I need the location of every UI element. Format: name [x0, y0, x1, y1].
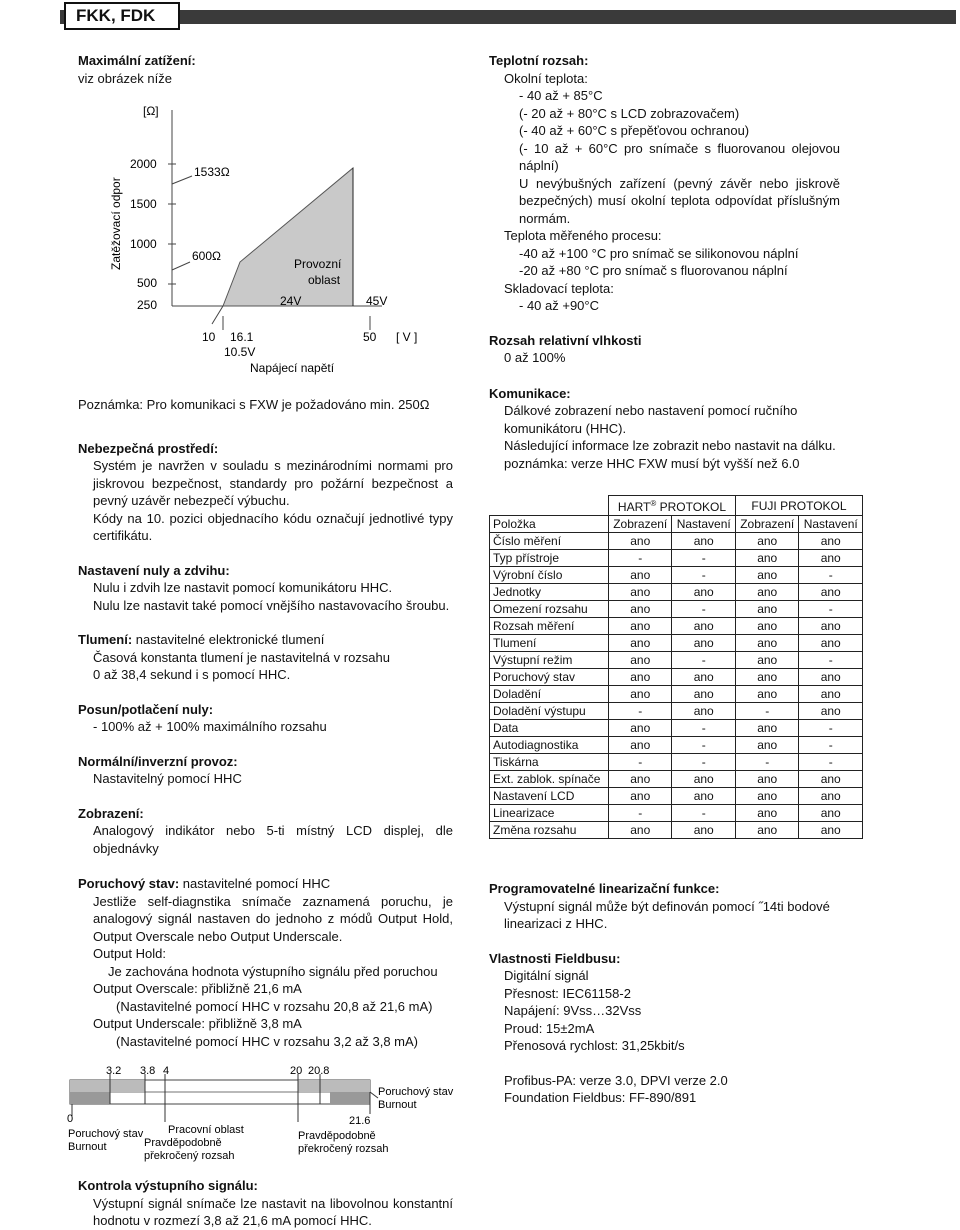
fill-underscale	[70, 1080, 145, 1092]
hazard-text-2: Kódy na 10. pozici objednacího kódu označují jednotlivé typy certifikátu.	[93, 510, 453, 543]
protocol-item-name: Číslo měření	[490, 533, 609, 550]
display-section	[78, 805, 453, 858]
protocol-cell: ano	[799, 703, 863, 720]
protocol-cell: ano	[735, 550, 798, 567]
protocol-row	[490, 584, 863, 601]
fault-title: Poruchový stav:	[78, 876, 180, 891]
protocol-cell: -	[799, 754, 863, 771]
hazard-title: Nebezpečná prostředí:	[78, 440, 219, 456]
max-load-section	[78, 52, 453, 87]
protocol-row	[490, 686, 863, 703]
protocol-cell: ano	[609, 652, 672, 669]
display-line1: Analogový indikátor nebo 5-ti místný LCD displej, dle objednávky	[93, 823, 453, 856]
protocol-item-name: Změna rozsahu	[490, 822, 609, 839]
protocol-cell: ano	[799, 584, 863, 601]
protocol-cell: -	[799, 567, 863, 584]
protocol-row	[490, 720, 863, 737]
region-label-line1: Provozní	[294, 257, 342, 271]
x-axis-label: Napájecí napětí	[250, 361, 335, 375]
linearization-title: Programovatelné linearizační funkce:	[489, 881, 720, 896]
protocol-row	[490, 788, 863, 805]
fieldbus-section	[489, 950, 840, 1107]
protocol-cell: ano	[735, 584, 798, 601]
fuji-protocol-header: FUJI PROTOKOL	[735, 496, 862, 516]
protocol-item-name: Typ přístroje	[490, 550, 609, 567]
signal-range-diagram	[60, 1062, 480, 1172]
y-tick-250: 250	[137, 298, 158, 312]
protocol-item-name: Výstupní režim	[490, 652, 609, 669]
protocol-cell: ano	[735, 771, 798, 788]
prob-over-left-1: Pravděpodobně	[144, 1137, 222, 1149]
working-area-label: Pracovní oblast	[168, 1124, 244, 1136]
protocol-cell: ano	[609, 618, 672, 635]
comm-line1: Dálkové zobrazení nebo nastavení pomocí ručního komunikátoru (HHC).	[504, 403, 798, 436]
protocol-cell: -	[672, 652, 735, 669]
protocol-cell: ano	[799, 822, 863, 839]
x-tick-50: 50	[363, 330, 377, 344]
protocol-row	[490, 550, 863, 567]
tick-20-8: 20.8	[308, 1065, 330, 1077]
protocol-table-body	[490, 533, 863, 839]
x-tick-10: 10	[202, 330, 216, 344]
comm-line2: Následující informace lze zobrazit nebo nastavit na dálku.	[504, 438, 836, 453]
protocol-row	[490, 635, 863, 652]
protocol-cell: ano	[799, 669, 863, 686]
damping-line1: Časová konstanta tlumení je nastavitelná v rozsahu	[93, 649, 391, 665]
fault-line1: Jestliže self-diagnstika snímače zaznamená poruchu, je analogový signál nastaven do jednoho z módů Output Hold, Output Overscale nebo Output Underscale.	[93, 893, 453, 944]
protocol-cell: -	[609, 550, 672, 567]
protocol-cell: ano	[735, 601, 798, 618]
fault-burnout-right-2: Burnout	[378, 1099, 417, 1111]
hart-protocol-header: HART® PROTOKOL	[609, 496, 736, 516]
protocol-cell: ano	[735, 567, 798, 584]
protocol-row	[490, 601, 863, 618]
damping-title: Tlumení:	[78, 632, 133, 647]
fault-burnout-left-1: Poruchový stav	[68, 1128, 144, 1140]
fxw-note: Poznámka: Pro komunikaci s FXW je požadováno min. 250Ω	[78, 397, 430, 412]
x-unit-label: [ V ]	[396, 330, 418, 344]
protocol-cell: ano	[672, 703, 735, 720]
protocol-subheader-row	[490, 516, 863, 533]
protocol-cell: ano	[672, 669, 735, 686]
hazard-text: Systém je navržen v souladu s mezinárodními normami pro jiskrovou bezpečnost, standardy pro požární bezpečnost a pevný uzávěr nebezpečí výbuchu.	[93, 458, 453, 508]
column-item-header: Položka	[490, 516, 609, 533]
protocol-item-name: Tiskárna	[490, 754, 609, 771]
annotation-1533-ohm: 1533Ω	[194, 165, 230, 179]
protocol-cell: -	[799, 601, 863, 618]
protocol-cell: ano	[735, 822, 798, 839]
protocol-cell: ano	[735, 652, 798, 669]
protocol-cell: ano	[735, 805, 798, 822]
fill-burnout-high	[330, 1092, 370, 1104]
protocol-item-name: Poruchový stav	[490, 669, 609, 686]
protocol-cell: -	[609, 805, 672, 822]
ambient-line1: - 40 až + 85°C	[519, 88, 603, 103]
fieldbus-line5: Přenosová rychlost: 31,25kbit/s	[504, 1038, 685, 1053]
normal-reverse-line1: Nastavitelný pomocí HHC	[93, 771, 242, 786]
tick-3-8: 3.8	[140, 1065, 156, 1077]
tick-20: 20	[290, 1065, 303, 1077]
linearization-section	[489, 880, 840, 933]
protocol-cell: ano	[609, 635, 672, 652]
protocol-cell: ano	[735, 720, 798, 737]
ambient-label: Okolní teplota:	[504, 70, 588, 86]
protocol-cell: ano	[672, 533, 735, 550]
protocol-row	[490, 737, 863, 754]
zero-span-section	[78, 562, 453, 615]
fieldbus-line4: Proud: 15±2mA	[504, 1020, 595, 1036]
normal-reverse-section	[78, 753, 453, 788]
y-tick-1000: 1000	[130, 237, 157, 251]
y-tick-500: 500	[137, 276, 158, 290]
fieldbus-title: Vlastnosti Fieldbusu:	[489, 950, 621, 966]
y-tick-2000: 2000	[130, 157, 157, 171]
process-line2: -20 až +80 °C pro snímač s fluorovanou náplní	[519, 263, 788, 278]
damping-section	[78, 631, 453, 684]
left-column-body	[78, 396, 453, 1067]
storage-line1: - 40 až +90°C	[519, 298, 599, 313]
protocol-cell: -	[799, 652, 863, 669]
zero-span-line1: Nulu i zdvih lze nastavit pomocí komunikátoru HHC.	[93, 580, 393, 595]
fieldbus-line7: Foundation Fieldbus: FF-890/891	[504, 1090, 697, 1105]
right-column-lower	[489, 880, 840, 1107]
tick-4: 4	[163, 1065, 170, 1077]
protocol-cell: -	[799, 720, 863, 737]
linearization-line1: Výstupní signál může být definován pomocí ˝14ti bodové linearizaci z HHC.	[504, 898, 830, 931]
protocol-cell: -	[735, 703, 798, 720]
protocol-cell: ano	[609, 771, 672, 788]
zero-shift-line1: - 100% až + 100% maximálního rozsahu	[93, 719, 327, 734]
normal-reverse-title: Normální/inverzní provoz:	[78, 753, 238, 769]
humidity-section	[489, 332, 840, 367]
protocol-cell: ano	[672, 618, 735, 635]
protocol-cell: -	[672, 550, 735, 567]
page-title: FKK, FDK	[64, 2, 180, 30]
protocol-cell: -	[609, 703, 672, 720]
protocol-item-name: Jednotky	[490, 584, 609, 601]
protocol-cell: ano	[672, 635, 735, 652]
protocol-row	[490, 567, 863, 584]
protocol-item-name: Výrobní číslo	[490, 567, 609, 584]
protocol-item-name: Rozsah měření	[490, 618, 609, 635]
protocol-cell: ano	[735, 788, 798, 805]
fault-overscale: Output Overscale: přibližně 21,6 mA	[93, 981, 302, 996]
protocol-cell: ano	[799, 686, 863, 703]
protocol-row	[490, 669, 863, 686]
protocol-row	[490, 771, 863, 788]
damping-line2: 0 až 38,4 sekund i s pomocí HHC.	[93, 667, 291, 682]
y-axis-label: Zatěžovací odpor	[109, 177, 123, 270]
output-check-title: Kontrola výstupního signálu:	[78, 1178, 258, 1193]
ambient-line4: (- 10 až + 60°C pro snímače s fluorovanou olejovou náplní)	[519, 140, 840, 173]
column-hart-display: Zobrazení	[609, 516, 672, 533]
protocol-cell: ano	[799, 805, 863, 822]
right-column	[489, 52, 840, 489]
protocol-cell: ano	[609, 686, 672, 703]
zero-shift-section	[78, 701, 453, 736]
zero-span-line2: Nulu lze nastavit také pomocí vnějšího nastavovacího šroubu.	[93, 597, 450, 613]
protocol-cell: -	[672, 737, 735, 754]
fault-underscale-range: (Nastavitelné pomocí HHC v rozsahu 3,2 až 3,8 mA)	[116, 1033, 419, 1049]
protocol-cell: ano	[799, 788, 863, 805]
tick-0: 0	[67, 1113, 74, 1125]
protocol-cell: ano	[609, 567, 672, 584]
fill-burnout-low	[70, 1092, 110, 1104]
protocol-item-name: Autodiagnostika	[490, 737, 609, 754]
protocol-cell: ano	[609, 737, 672, 754]
label-45v: 45V	[366, 294, 388, 308]
display-title: Zobrazení:	[78, 805, 144, 821]
process-label: Teplota měřeného procesu:	[504, 228, 662, 243]
column-hart-setting: Nastavení	[672, 516, 735, 533]
fault-hold-text: Je zachována hodnota výstupního signálu před poruchou	[108, 963, 438, 979]
protocol-cell: ano	[672, 788, 735, 805]
protocol-row	[490, 822, 863, 839]
fault-section	[78, 875, 453, 1050]
process-line1: -40 až +100 °C pro snímač se silikonovou náplní	[519, 245, 799, 261]
humidity-title: Rozsah relativní vlhkosti	[489, 332, 642, 348]
protocol-cell: ano	[799, 533, 863, 550]
protocol-item-name: Doladění	[490, 686, 609, 703]
protocol-cell: -	[672, 720, 735, 737]
column-fuji-display: Zobrazení	[735, 516, 798, 533]
protocol-cell: -	[735, 754, 798, 771]
x-tick-10-5v: 10.5V	[224, 345, 256, 359]
damping-title-rest: nastavitelné elektronické tlumení	[132, 632, 325, 647]
protocol-cell: -	[799, 737, 863, 754]
protocol-cell: ano	[735, 635, 798, 652]
humidity-line1: 0 až 100%	[504, 350, 566, 365]
protocol-cell: -	[672, 601, 735, 618]
protocol-cell: ano	[735, 533, 798, 550]
protocol-item-name: Omezení rozsahu	[490, 601, 609, 618]
prob-over-right-1: Pravděpodobně	[298, 1130, 376, 1142]
left-column	[78, 52, 453, 87]
temp-title: Teplotní rozsah:	[489, 53, 589, 68]
ambient-line2: (- 20 až + 80°C s LCD zobrazovačem)	[519, 105, 740, 121]
temp-section	[489, 52, 840, 315]
protocol-row	[490, 754, 863, 771]
max-load-title: Maximální zatížení:	[78, 53, 196, 68]
protocol-item-name: Ext. zablok. spínače	[490, 771, 609, 788]
ambient-line3: (- 40 až + 60°C s přepěťovou ochranou)	[519, 123, 750, 138]
comm-section	[489, 385, 840, 473]
protocol-cell: ano	[609, 533, 672, 550]
protocol-cell: ano	[672, 686, 735, 703]
prob-over-right-2: překročený rozsah	[298, 1143, 389, 1155]
storage-label: Skladovací teplota:	[504, 280, 614, 296]
protocol-row	[490, 805, 863, 822]
protocol-item-name: Linearizace	[490, 805, 609, 822]
label-24v: 24V	[280, 294, 302, 308]
protocol-cell: -	[672, 754, 735, 771]
protocol-cell: -	[672, 805, 735, 822]
protocol-cell: ano	[799, 550, 863, 567]
protocol-row	[490, 618, 863, 635]
protocol-cell: ano	[609, 788, 672, 805]
y-tick-1500: 1500	[130, 197, 157, 211]
protocol-cell: ano	[735, 737, 798, 754]
max-load-text: viz obrázek níže	[78, 70, 172, 86]
protocol-cell: ano	[609, 720, 672, 737]
protocol-item-name: Doladění výstupu	[490, 703, 609, 720]
y-unit-label: [Ω]	[143, 104, 159, 118]
x-tick-16-1: 16.1	[230, 330, 254, 344]
zero-span-title: Nastavení nuly a zdvihu:	[78, 562, 230, 578]
fault-underscale: Output Underscale: přibližně 3,8 mA	[93, 1016, 302, 1031]
protocol-item-name: Nastavení LCD	[490, 788, 609, 805]
empty-header-cell	[490, 496, 609, 516]
protocol-header-row	[490, 496, 863, 516]
fill-overscale	[298, 1080, 370, 1092]
region-label-line2: oblast	[308, 273, 341, 287]
protocol-cell: ano	[799, 635, 863, 652]
tick-3-2: 3.2	[106, 1065, 122, 1077]
protocol-item-name: Data	[490, 720, 609, 737]
protocol-table	[489, 495, 863, 839]
protocol-cell: ano	[735, 686, 798, 703]
protocol-cell: ano	[672, 584, 735, 601]
output-check-line1: Výstupní signál snímače lze nastavit na libovolnou konstantní hodnotu v rozmezí 3,8 až 21,6 mA pomocí HHC.	[93, 1195, 453, 1228]
header-bar	[60, 10, 956, 24]
protocol-row	[490, 652, 863, 669]
protocol-cell: ano	[609, 601, 672, 618]
protocol-row	[490, 533, 863, 550]
fault-title-rest: nastavitelné pomocí HHC	[179, 876, 331, 891]
annotation-600-ohm: 600Ω	[192, 249, 221, 263]
fieldbus-line2: Přesnost: IEC61158-2	[504, 985, 631, 1001]
protocol-row	[490, 703, 863, 720]
fault-hold-title: Output Hold:	[93, 946, 166, 961]
protocol-cell: ano	[609, 669, 672, 686]
comm-title: Komunikace:	[489, 385, 571, 401]
protocol-cell: ano	[609, 822, 672, 839]
protocol-cell: ano	[672, 771, 735, 788]
protocol-cell: ano	[799, 771, 863, 788]
fault-burnout-right-1: Poruchový stav	[378, 1086, 454, 1098]
protocol-cell: -	[609, 754, 672, 771]
fieldbus-line3: Napájení: 9Vss…32Vss	[504, 1003, 642, 1018]
protocol-cell: ano	[735, 669, 798, 686]
protocol-cell: ano	[799, 618, 863, 635]
load-resistance-chart	[100, 98, 440, 383]
hazard-section	[78, 440, 453, 545]
prob-over-left-2: překročený rozsah	[144, 1150, 235, 1162]
fault-burnout-left-2: Burnout	[68, 1141, 107, 1153]
ambient-line5: U nevýbušných zařízení (pevný závěr nebo jiskrově bezpečných) musí okolní teplota odpovídat příslušným normám.	[519, 175, 840, 226]
protocol-cell: ano	[672, 822, 735, 839]
protocol-cell: ano	[609, 584, 672, 601]
protocol-cell: -	[672, 567, 735, 584]
fault-overscale-range: (Nastavitelné pomocí HHC v rozsahu 20,8 až 21,6 mA)	[116, 998, 433, 1014]
output-check-section	[78, 1177, 453, 1230]
protocol-item-name: Tlumení	[490, 635, 609, 652]
fieldbus-line1: Digitální signál	[504, 968, 589, 983]
zero-shift-title: Posun/potlačení nuly:	[78, 701, 214, 717]
protocol-cell: ano	[735, 618, 798, 635]
fieldbus-line6: Profibus-PA: verze 3.0, DPVI verze 2.0	[504, 1072, 728, 1088]
column-fuji-setting: Nastavení	[799, 516, 863, 533]
tick-21-6: 21.6	[349, 1115, 371, 1127]
comm-line3: poznámka: verze HHC FXW musí být vyšší než 6.0	[504, 455, 800, 471]
